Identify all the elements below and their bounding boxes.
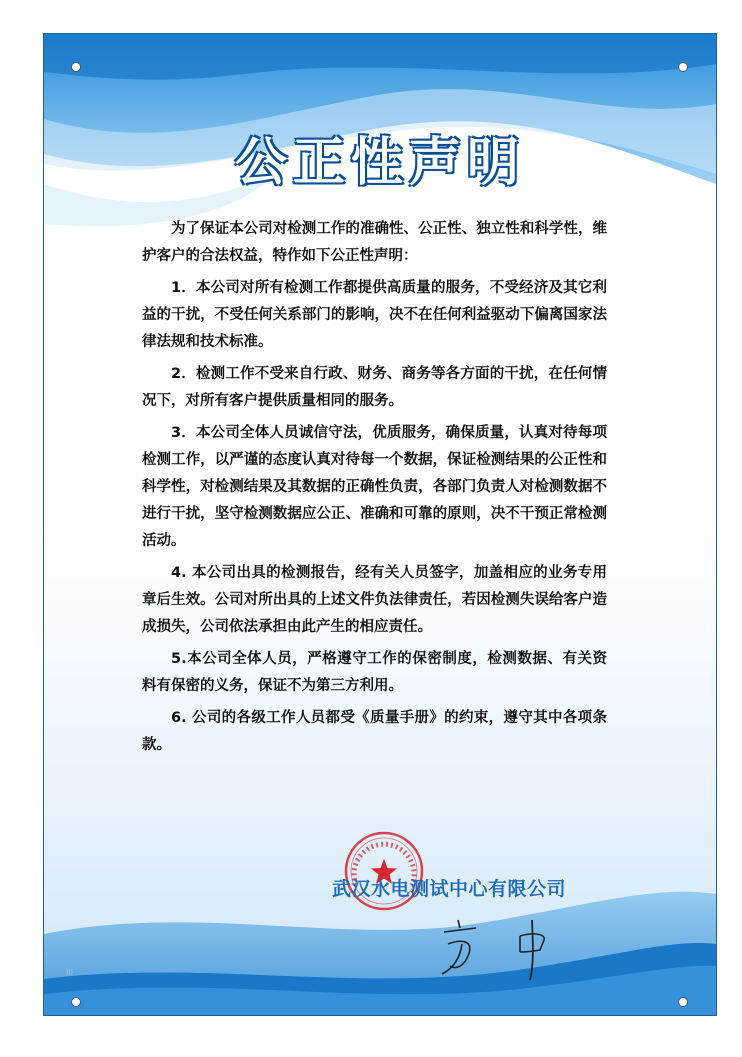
company-name: 武汉水电测试中心有限公司 [332, 878, 567, 900]
page-title: 公正性声明 [234, 133, 525, 193]
clause-5: 5.本公司全体人员，严格遵守工作的保密制度，检测数据、有关资料有保密的义务，保证不为第三方利用。 [142, 651, 607, 694]
clause-3: 3．本公司全体人员诚信守法，优质服务，确保质量，认真对待每项检测工作，以严谨的态度认真对待每一个数据，保证检测结果的公正性和科学性，对检测结果及其数据的正确性负责，各部门负责人对检测数据不进行干扰，坚守检测数据应公正、准确和可靠的原则，决不干预正常检测活动。 [142, 425, 607, 549]
intro-paragraph: 为了保证本公司对检测工作的准确性、公正性、独立性和科学性，维护客户的合法权益，特作如下公正性声明： [142, 221, 607, 264]
mounting-hole-top-right [678, 62, 688, 72]
clause-6: 6. 公司的各级工作人员都受《质量手册》的约束，遵守其中各项条款。 [142, 710, 607, 753]
mounting-hole-bottom-left [71, 997, 81, 1007]
corner-mark: III [66, 968, 74, 977]
clause-2: 2．检测工作不受来自行政、财务、商务等各方面的干扰，在任何情况下，对所有客户提供质量相同的服务。 [142, 366, 607, 409]
mounting-hole-top-left [71, 62, 81, 72]
clause-4: 4. 本公司出具的检测报告，经有关人员签字，加盖相应的业务专用章后生效。公司对所出具的上述文件负法律责任，若因检测失误给客户造成损失，公司依法承担由此产生的相应责任。 [142, 565, 607, 635]
signature [434, 914, 584, 984]
statement-body [142, 216, 607, 764]
clause-1: 1．本公司对所有检测工作都提供高质量的服务，不受经济及其它利益的干扰，不受任何关系部门的影响，决不在任何利益驱动下偏离国家法律法规和技术标准。 [142, 280, 607, 350]
notice-board [43, 33, 717, 1016]
mounting-hole-bottom-right [678, 997, 688, 1007]
